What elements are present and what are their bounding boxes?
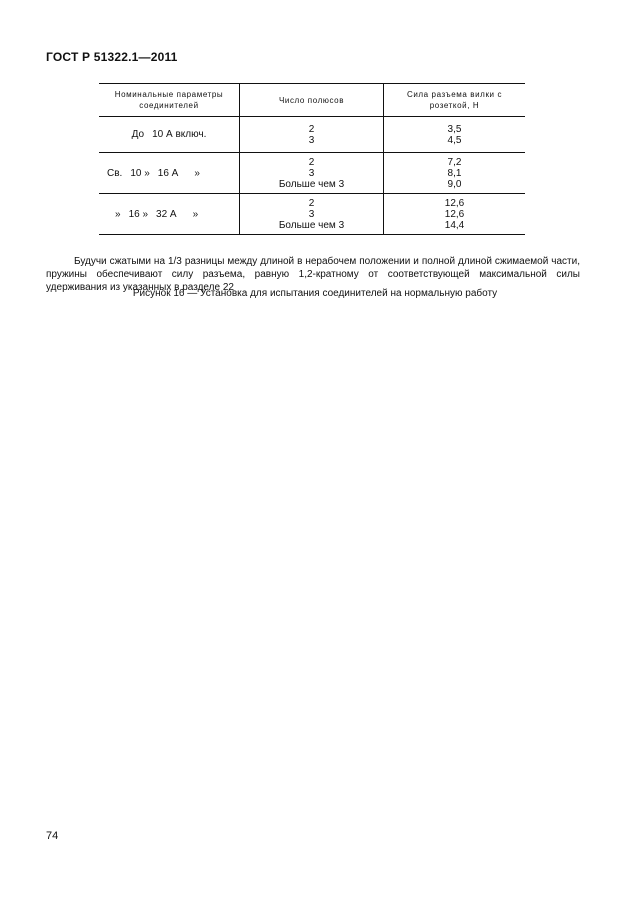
poles-value: 2: [308, 123, 315, 135]
poles-value: 3: [308, 167, 315, 179]
poles-value: 3: [308, 134, 315, 146]
page-number: 74: [46, 830, 59, 842]
poles-cell: [240, 153, 384, 194]
rating-cell: [99, 117, 240, 153]
poles-cell: [240, 194, 384, 235]
poles-value: Больше чем 3: [278, 178, 345, 190]
table-row: [99, 117, 525, 153]
force-cell: [384, 194, 526, 235]
poles-value: Больше чем 3: [278, 219, 345, 231]
header-number-of-poles: Число полюсов: [240, 84, 384, 117]
poles-value: 2: [308, 197, 315, 209]
rating-suffix: »: [192, 208, 199, 220]
poles-cell: [240, 117, 384, 153]
connector-parameters-table: [99, 83, 525, 235]
force-value: 14,4: [444, 219, 465, 231]
force-value: 12,6: [444, 197, 465, 209]
table-row: [99, 194, 525, 235]
header-rated-parameters: Номинальные параметры соединителей: [99, 84, 240, 117]
force-value: 8,1: [447, 167, 462, 179]
rating-suffix: »: [194, 167, 200, 179]
standard-code-header: ГОСТ Р 51322.1—2011: [46, 50, 178, 64]
figure-caption: Рисунок 16 — Установка для испытания соединителей на нормальную работу: [132, 288, 498, 299]
rating-cell: [99, 153, 240, 194]
force-value: 3,5: [447, 123, 462, 135]
rating-from: 10 »: [130, 167, 150, 179]
rating-prefix: »: [115, 208, 121, 220]
force-value: 12,6: [444, 208, 465, 220]
note-paragraph: Будучи сжатыми на 1/3 разницы между длиной в нерабочем положении и полной длиной сжимаемой части, пружины обеспечивают силу разъема, равную 1,2-кратному от соответствующей максимальной силы удерживания из указанных в разделе 22: [46, 256, 580, 293]
rating-prefix: Св.: [107, 167, 123, 179]
rating-prefix: До: [131, 129, 145, 140]
force-cell: [384, 153, 526, 194]
rating-suffix: включ.: [175, 129, 207, 140]
table-row: [99, 153, 525, 194]
force-value: 7,2: [447, 156, 462, 168]
table-header-row: [99, 84, 525, 117]
rating-from: 10 А: [152, 129, 173, 140]
rating-to: 32 А: [156, 208, 177, 220]
rating-cell: [99, 194, 240, 235]
force-value: 4,5: [447, 134, 462, 146]
poles-value: 3: [308, 208, 315, 220]
poles-value: 2: [308, 156, 315, 168]
force-value: 9,0: [447, 178, 462, 190]
header-withdrawal-force: Сила разъема вилки с розеткой, Н: [384, 84, 526, 117]
rating-from: 16 »: [128, 208, 149, 220]
rating-to: 16 А: [157, 167, 179, 179]
force-cell: [384, 117, 526, 153]
